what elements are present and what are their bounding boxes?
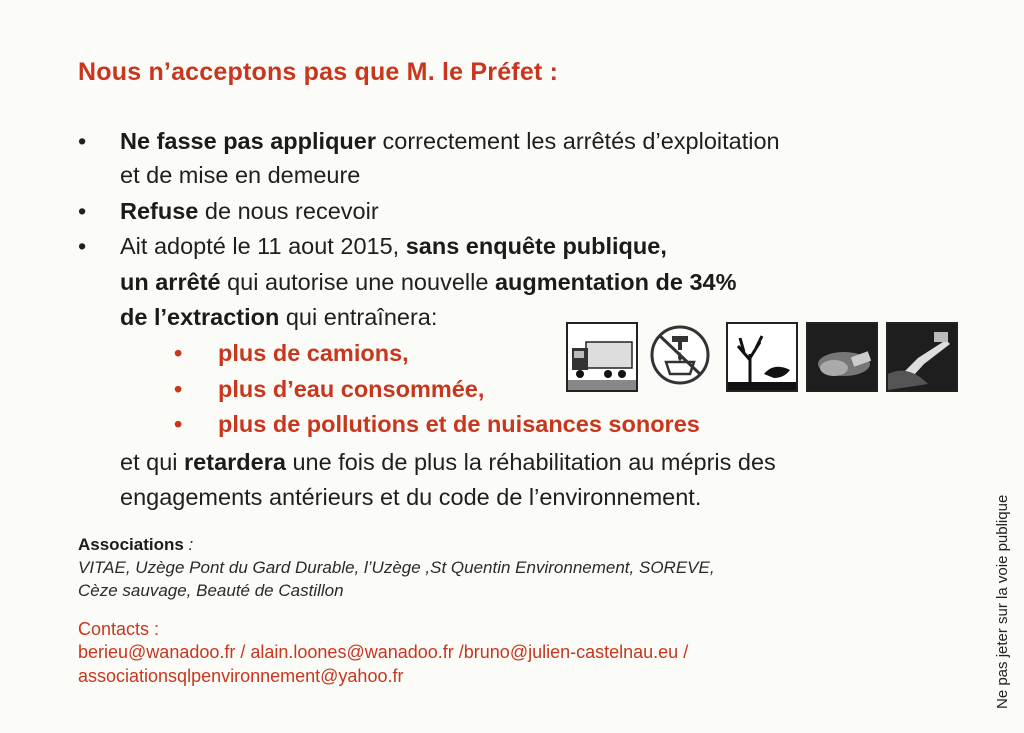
bullet-dot: •: [78, 128, 87, 154]
pictogram-row: [566, 322, 958, 392]
page-title: Nous n’acceptons pas que M. le Préfet :: [78, 58, 559, 86]
bullet-2-bold: Refuse: [120, 198, 199, 224]
bullet-3-l3-bold: de l’extraction: [120, 304, 280, 330]
bullet-dot: •: [78, 198, 87, 224]
bullet-3-l2-bold1: un arrêté: [120, 269, 221, 295]
contacts-line-2: associationsqlpenvironnement@yahoo.fr: [78, 665, 404, 686]
bullet-3-l3-text: qui entraînera:: [279, 304, 438, 330]
bullet-1-line2: et de mise en demeure: [120, 162, 361, 188]
contacts-section: [78, 618, 958, 688]
consequence-text: plus de camions,: [218, 340, 409, 366]
red-bullet-dot: •: [174, 376, 183, 402]
bullet-3-text: Ait adopté le 11 aout 2015,: [120, 233, 406, 259]
dust-pollution-icon: [806, 322, 878, 392]
bullet-dot: •: [78, 233, 87, 259]
contacts-line-1: berieu@wanadoo.fr / alain.loones@wanadoo.fr /bruno@julien-castelnau.eu /: [78, 642, 689, 663]
associations-section: [78, 534, 958, 603]
side-note: Ne pas jeter sur la voie publique: [994, 494, 1011, 709]
bullet-3-line2: [120, 265, 737, 299]
bullet-2-text: de nous recevoir: [198, 198, 379, 224]
closing-line-2: engagements antérieurs et du code de l’environnement.: [120, 484, 702, 510]
bullet-3-l2-bold2: augmentation de 34%: [494, 269, 737, 295]
associations-line-1: VITAE, Uzège Pont du Gard Durable, l’Uzège ,St Quentin Environnement, SOREVE,: [78, 557, 715, 577]
bullet-3-bold: sans enquête publique,: [405, 233, 667, 259]
associations-line-2: Cèze sauvage, Beauté de Castillon: [78, 580, 344, 600]
excavator-icon: [886, 322, 958, 392]
no-water-icon: [646, 322, 718, 392]
associations-label: [78, 534, 958, 557]
associations-colon: :: [183, 535, 194, 554]
contacts-label: Contacts :: [78, 619, 160, 639]
dead-tree-pollution-icon: [726, 322, 798, 392]
bullet-1-bold: Ne fasse pas appliquer: [120, 128, 376, 154]
red-bullet-dot: •: [174, 340, 183, 366]
closing-bold: retardera: [184, 449, 286, 475]
closing-text-b: une fois de plus la réhabilitation au mépris des: [285, 449, 776, 475]
closing-line-1: [120, 445, 776, 479]
consequence-text: plus de pollutions et de nuisances sonores: [218, 411, 700, 437]
red-bullet-dot: •: [174, 411, 183, 437]
associations-label-text: Associations: [78, 535, 184, 554]
bullet-3-l2-text: qui autorise une nouvelle: [220, 269, 495, 295]
truck-icon: [566, 322, 638, 392]
bullet-1-text: correctement les arrêtés d’exploitation: [376, 128, 780, 154]
closing-text-a: et qui: [120, 449, 185, 475]
bullet-3-line3: [120, 300, 437, 334]
consequence-text: plus d’eau consommée,: [218, 376, 485, 402]
